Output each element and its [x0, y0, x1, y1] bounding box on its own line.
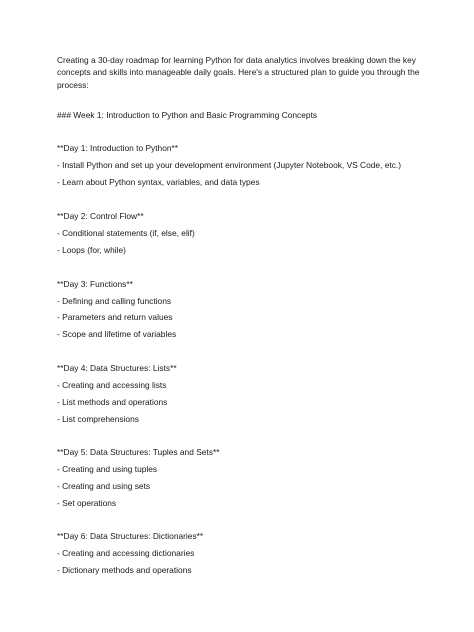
list-item: - Creating and accessing lists	[57, 380, 167, 390]
list-item: - Loops (for, while)	[57, 245, 126, 255]
list-item: - Creating and using sets	[57, 481, 151, 491]
day-title: **Day 2: Control Flow**	[57, 211, 144, 221]
list-item: - Set operations	[57, 498, 117, 508]
list-item: - Defining and calling functions	[57, 296, 172, 306]
list-item: - List comprehensions	[57, 414, 139, 424]
list-item: - Parameters and return values	[57, 312, 173, 322]
list-item: - Conditional statements (if, else, elif)	[57, 228, 195, 238]
list-item: - Install Python and set up your development environment (Jupyter Notebook, VS Code, etc.)	[57, 160, 402, 170]
day-title: **Day 5: Data Structures: Tuples and Sets**	[57, 447, 220, 457]
intro-paragraph: Creating a 30-day roadmap for learning Python for data analytics involves breaking down the key concepts and skills into manageable daily goals. Here's a structured plan to guide you through the process:	[57, 55, 420, 90]
day-title: **Day 1: Introduction to Python**	[57, 143, 179, 153]
day-title: **Day 4: Data Structures: Lists**	[57, 363, 177, 373]
day-title: **Day 6: Data Structures: Dictionaries**	[57, 531, 204, 541]
list-item: - Creating and accessing dictionaries	[57, 548, 195, 558]
list-item: - Scope and lifetime of variables	[57, 329, 177, 339]
list-item: - List methods and operations	[57, 397, 168, 407]
list-item: - Dictionary methods and operations	[57, 565, 192, 575]
list-item: - Learn about Python syntax, variables, and data types	[57, 177, 260, 187]
list-item: - Creating and using tuples	[57, 464, 158, 474]
day-title: **Day 3: Functions**	[57, 279, 133, 289]
week-heading: ### Week 1: Introduction to Python and Basic Programming Concepts	[57, 110, 318, 120]
